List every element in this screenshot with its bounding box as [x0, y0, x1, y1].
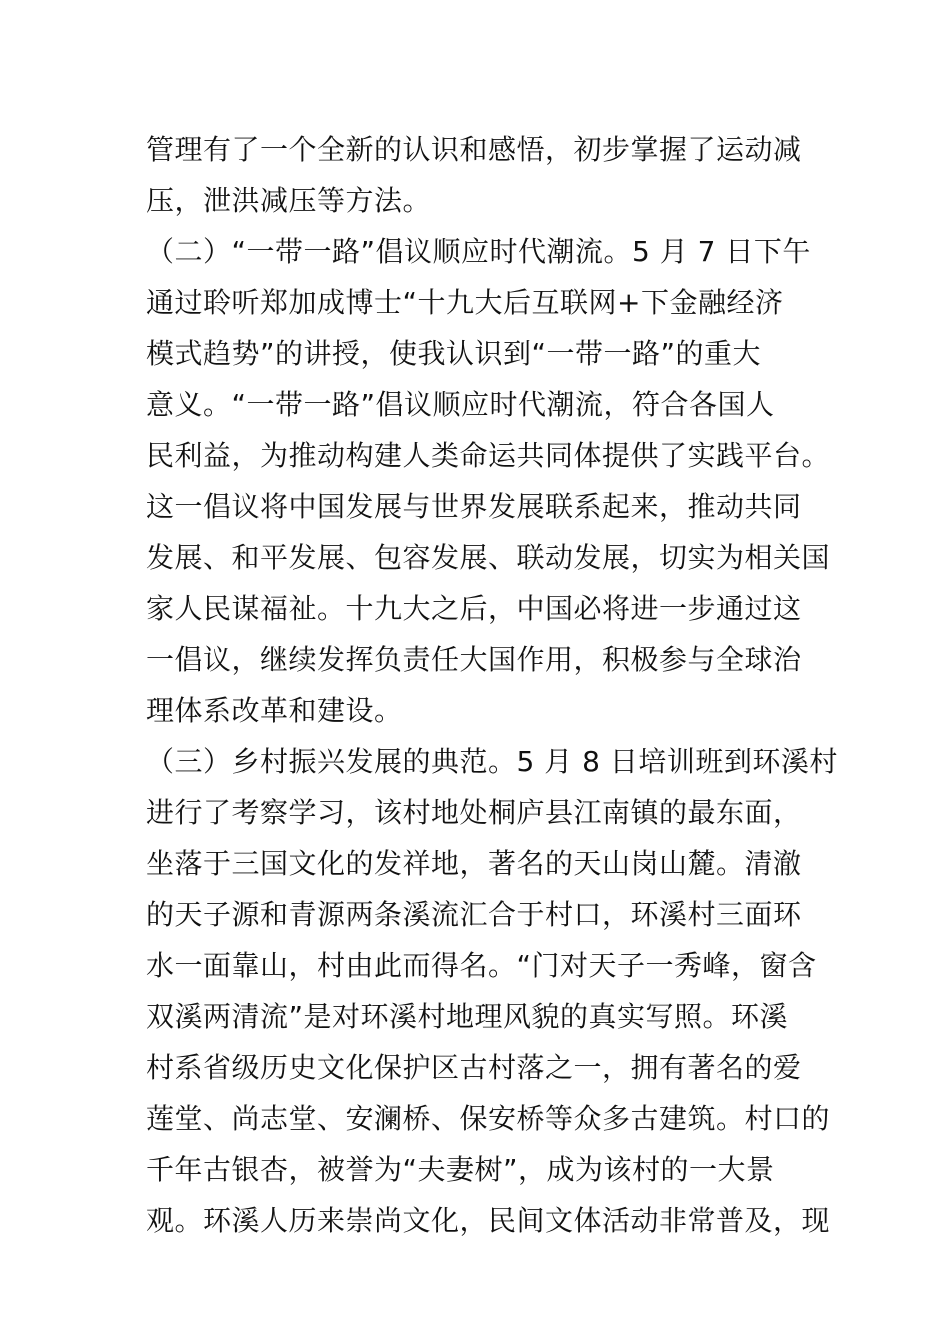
text-line: 千年古银杏，被誉为“夫妻树”，成为该村的一大景 — [146, 1153, 775, 1186]
text-line: 压，泄洪减压等方法。 — [146, 184, 432, 217]
text-line: 意义。“一带一路”倡议顺应时代潮流，符合各国人 — [146, 388, 775, 421]
text-line: 观。环溪人历来崇尚文化，民间文体活动非常普及，现 — [146, 1204, 831, 1237]
text-line: 坐落于三国文化的发祥地，著名的天山岗山麓。清澈 — [146, 847, 802, 880]
text-line: 民利益，为推动构建人类命运共同体提供了实践平台。 — [146, 439, 831, 472]
document-body — [146, 124, 838, 1246]
text-line: 村系省级历史文化保护区古村落之一，拥有著名的爱 — [146, 1051, 802, 1084]
text-line: 这一倡议将中国发展与世界发展联系起来，推动共同 — [146, 490, 802, 523]
text-line: 管理有了一个全新的认识和感悟，初步掌握了运动减 — [146, 133, 802, 166]
section-heading-line: （三）乡村振兴发展的典范。5 月 8 日培训班到环溪村 — [146, 745, 838, 778]
text-line: 水一面靠山，村由此而得名。“门对天子一秀峰，窗含 — [146, 949, 817, 982]
text-line: 双溪两清流”是对环溪村地理风貌的真实写照。环溪 — [146, 1000, 789, 1033]
text-line: 的天子源和青源两条溪流汇合于村口，环溪村三面环 — [146, 898, 802, 931]
text-line: 家人民谋福祉。十九大之后，中国必将进一步通过这 — [146, 592, 802, 625]
text-line: 莲堂、尚志堂、安澜桥、保安桥等众多古建筑。村口的 — [146, 1102, 831, 1135]
text-line: 模式趋势”的讲授，使我认识到“一带一路”的重大 — [146, 337, 762, 370]
section-heading-line: （二）“一带一路”倡议顺应时代潮流。5 月 7 日下午 — [146, 235, 811, 268]
text-line: 一倡议，继续发挥负责任大国作用，积极参与全球治 — [146, 643, 802, 676]
text-line: 进行了考察学习，该村地处桐庐县江南镇的最东面， — [146, 796, 802, 829]
text-line: 理体系改革和建设。 — [146, 694, 403, 727]
text-line: 通过聆听郑加成博士“十九大后互联网+下金融经济 — [146, 286, 784, 319]
text-line: 发展、和平发展、包容发展、联动发展，切实为相关国 — [146, 541, 831, 574]
